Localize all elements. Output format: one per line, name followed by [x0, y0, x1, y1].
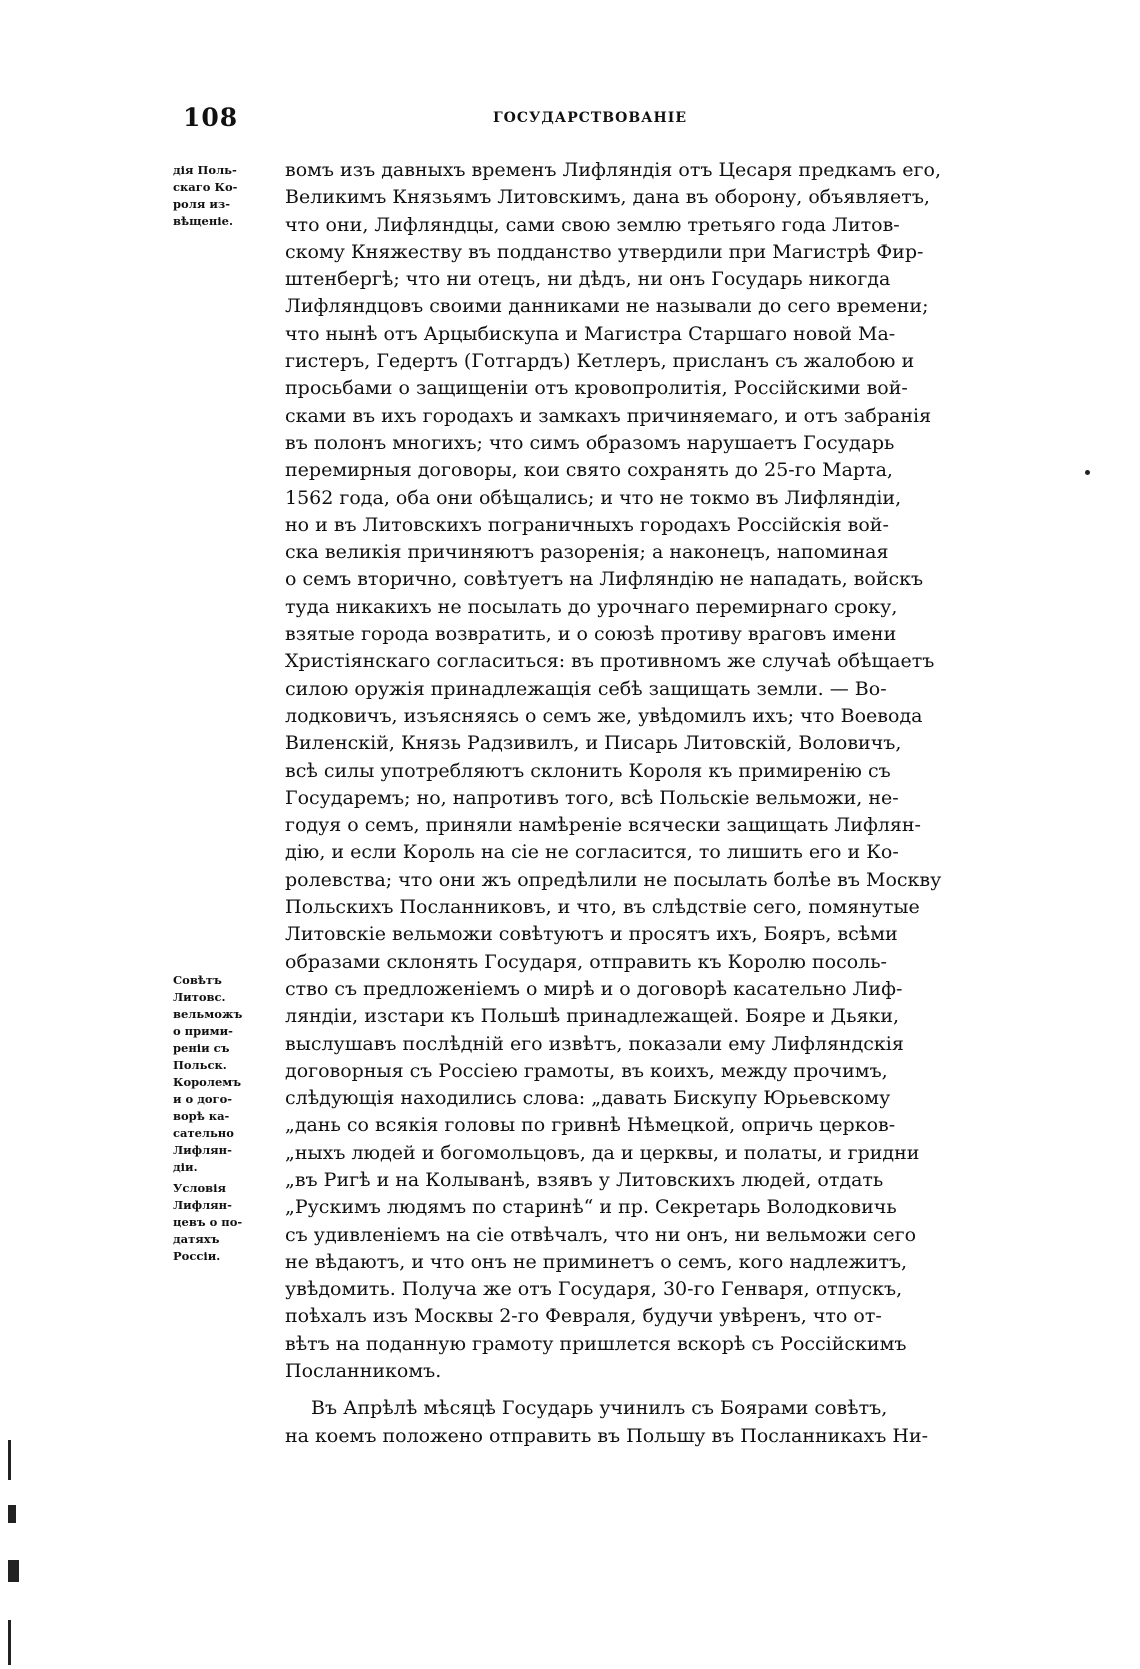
text-line: увѣдомить. Получа же отъ Государя, 30-го Генваря, отпускъ, [285, 1278, 903, 1301]
text-line: поѣхалъ изъ Москвы 2-го Февраля, будучи увѣренъ, что от- [285, 1305, 882, 1328]
margin-note-line: Литовс. [173, 990, 226, 1004]
margin-note-line: вельможъ [173, 1007, 243, 1021]
scan-edge-mark [8, 1560, 19, 1582]
paragraph-main [285, 157, 1025, 1385]
text-line: Лифляндцовъ своими данниками не называли до сего времени; [285, 295, 929, 318]
text-line: „Рускимъ людямъ по старинѣ“ и пр. Секретарь Володковичь [285, 1196, 897, 1219]
text-line: „въ Ригѣ и на Колыванѣ, взявъ у Литовскихъ людей, отдать [285, 1168, 884, 1191]
text-line: перемирныя договоры, кои свято сохранять до 25-го Марта, [285, 459, 893, 482]
page-number: 108 [183, 103, 239, 132]
margin-note-line: реніи съ [173, 1041, 230, 1055]
margin-note-line: сательно [173, 1126, 234, 1140]
text-line: слѣдующія находились слова: „давать Бискупу Юрьевскому [285, 1087, 891, 1110]
scan-edge-mark [8, 1620, 11, 1665]
margin-note-line: Лифлян- [173, 1198, 232, 1212]
text-line: договорныя съ Россіею грамоты, въ коихъ, между прочимъ, [285, 1059, 888, 1082]
margin-note-line: скаго Ко- [173, 180, 238, 194]
margin-note-line: вѣщеніе. [173, 214, 233, 228]
text-line: о семъ вторично, совѣтуетъ на Лифляндію не нападать, войскъ [285, 568, 924, 591]
margin-note-line: Условія [173, 1181, 226, 1195]
text-line: Посланникомъ. [285, 1360, 442, 1383]
text-line: гистеръ, Гедертъ (Готгардъ) Кетлеръ, присланъ съ жалобою и [285, 350, 915, 373]
text-line: Государемъ; но, напротивъ того, всѣ Польскіе вельможи, не- [285, 786, 899, 809]
margin-note-lithuanian-council [173, 972, 285, 1176]
text-line: скому Княжеству въ подданство утвердили при Магистрѣ Фир- [285, 240, 924, 263]
text-line: „дань со всякія головы по гривнѣ Нѣмецкой, опричь церков- [285, 1114, 896, 1137]
margin-note-livonian-terms [173, 1180, 285, 1265]
text-line: образами склонять Государя, отправить къ Королю посоль- [285, 950, 887, 973]
text-line: туда никакихъ не посылать до урочнаго перемирнаго сроку, [285, 595, 898, 618]
body-text [285, 157, 1025, 1450]
text-line: но и въ Литовскихъ пограничныхъ городахъ Россійскія вой- [285, 513, 889, 536]
text-line: лодковичъ, изъясняясь о семъ же, увѣдомилъ ихъ; что Воевода [285, 704, 923, 727]
text-line: Виленскій, Князь Радзивилъ, и Писарь Литовскій, Воловичъ, [285, 732, 902, 755]
margin-note-line: діи. [173, 1160, 198, 1174]
scan-edge-mark [8, 1505, 16, 1523]
text-line: вомъ изъ давныхъ временъ Лифляндія отъ Цесаря предкамъ его, [285, 159, 941, 181]
margin-note-line: роля из- [173, 197, 230, 211]
text-line: не вѣдаютъ, и что онъ не приминетъ о семъ, кого надлежитъ, [285, 1250, 908, 1273]
scan-speck [1085, 470, 1090, 475]
margin-note-line: датяхъ [173, 1232, 220, 1246]
text-line: вѣтъ на поданную грамоту пришлется вскорѣ съ Россійскимъ [285, 1332, 907, 1355]
margin-note-line: Россіи. [173, 1249, 221, 1263]
text-line: съ удивленіемъ на сіе отвѣчалъ, что ни онъ, ни вельможи сего [285, 1223, 917, 1246]
margin-note-line: ворѣ ка- [173, 1109, 230, 1123]
text-line: „ныхъ людей и богомольцовъ, да и церквы, и полаты, и гридни [285, 1141, 920, 1164]
text-line: Литовскіе вельможи совѣтуютъ и просятъ ихъ, Бояръ, всѣми [285, 923, 898, 946]
text-line: 1562 года, оба они обѣщались; и что не токмо въ Лифляндіи, [285, 486, 902, 509]
text-line: что они, Лифляндцы, сами свою землю третьяго года Литов- [285, 213, 900, 236]
text-line: Христіянскаго согласиться: въ противномъ же случаѣ обѣщаетъ [285, 650, 935, 673]
text-line: въ полонъ многихъ; что симъ образомъ нарушаетъ Государь [285, 431, 895, 454]
margin-note-line: о прими- [173, 1024, 233, 1038]
margin-note-line: дія Поль- [173, 163, 237, 177]
text-line: всѣ силы употребляютъ склонить Короля къ примиренію съ [285, 759, 891, 782]
text-line: ство съ предложеніемъ о мирѣ и о договорѣ касательно Лиф- [285, 977, 903, 1000]
text-line: взятые города возвратить, и о союзѣ противу враговъ имени [285, 623, 897, 646]
margin-note-line: и о дого- [173, 1092, 233, 1106]
text-line: ляндіи, изстари къ Польшѣ принадлежащей. Бояре и Дьяки, [285, 1005, 900, 1028]
margin-note-line: Польск. [173, 1058, 227, 1072]
text-line: на коемъ положено отправить въ Польшу въ Посланникахъ Ни- [285, 1424, 929, 1447]
text-line: ска великія причиняютъ разоренія; а наконецъ, напоминая [285, 541, 889, 564]
text-line: ролевства; что они жъ опредѣлили не посылать болѣе въ Москву [285, 868, 942, 891]
text-line: что нынѣ отъ Арцыбискупа и Магистра Старшаго новой Ма- [285, 322, 896, 345]
margin-note-polish-king [173, 162, 285, 230]
text-line: выслушавъ послѣдній его извѣтъ, показали ему Лифляндскія [285, 1032, 904, 1055]
margin-note-line: цевъ о по- [173, 1215, 243, 1229]
text-line: просьбами о защищеніи отъ кровопролитія, Россійскими вой- [285, 377, 908, 400]
text-line: годуя о семъ, приняли намѣреніе всячески защищать Лифлян- [285, 814, 921, 837]
text-line: силою оружія принадлежащія себѣ защищать земли. — Во- [285, 677, 887, 700]
text-line: сками въ ихъ городахъ и замкахъ причиняемаго, и отъ забранія [285, 404, 932, 427]
text-line: дію, и если Король на сіе не согласится, то лишить его и Ко- [285, 841, 899, 864]
running-head: ГОСУДАРСТВОВАНІЕ [492, 110, 687, 126]
scan-edge-mark [8, 1440, 11, 1480]
text-line: Польскихъ Посланниковъ, и что, въ слѣдствіе сего, помянутые [285, 896, 920, 919]
paragraph-second [285, 1395, 1025, 1450]
margin-note-line: Королемъ [173, 1075, 242, 1089]
text-line: Великимъ Князьямъ Литовскимъ, дана въ оборону, объявляетъ, [285, 186, 930, 209]
text-line: Въ Апрѣлѣ мѣсяцѣ Государь учинилъ съ Боярами совѣтъ, [311, 1397, 888, 1420]
text-line: штенбергѣ; что ни отецъ, ни дѣдъ, ни онъ Государь никогда [285, 268, 891, 291]
margin-note-line: Лифлян- [173, 1143, 232, 1157]
margin-note-line: Совѣтъ [173, 973, 222, 987]
